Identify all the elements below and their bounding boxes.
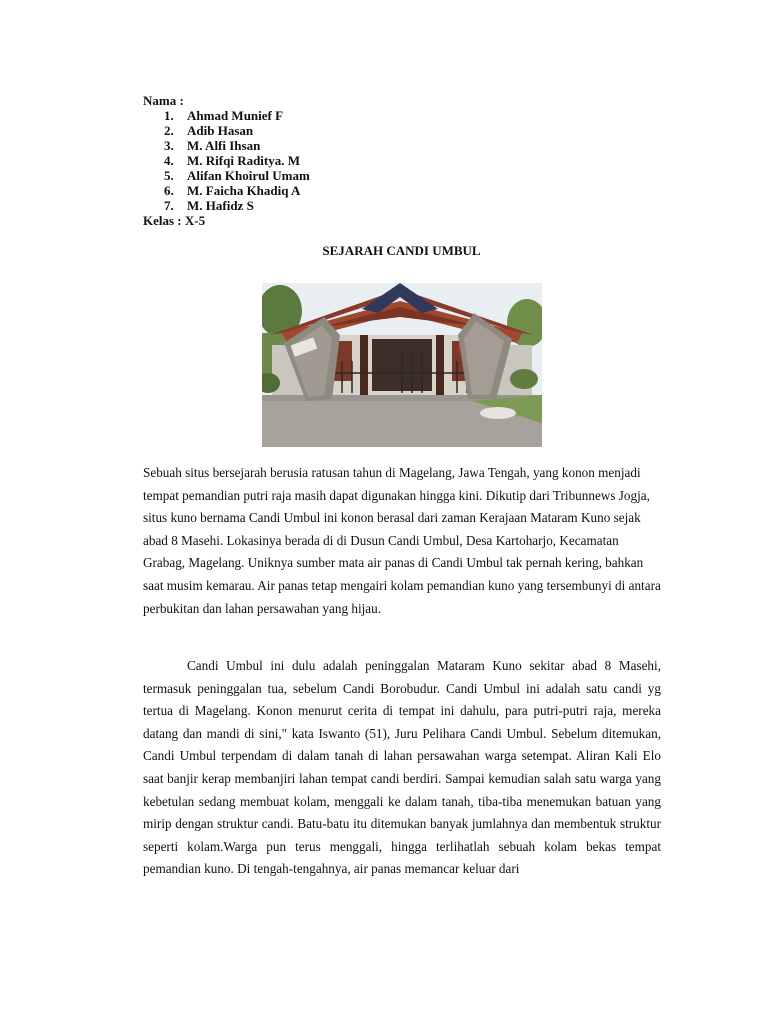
- paragraph-1: Sebuah situs bersejarah berusia ratusan tahun di Magelang, Jawa Tengah, yang konon menjadi tempat pemandian putri raja masih dapat digunakan hingga kini. Dikutip dari Tribunnews Jogja, situs kuno bernama Candi Umbul ini konon berasal dari zaman Kerajaan Mataram Kuno sejak abad 8 Masehi. Lokasinya berada di di Dusun Candi Umbul, Desa Kartoharjo, Kecamatan Grabag, Magelang. Uniknya sumber mata air panas di Candi Umbul tak pernah kering, bahkan saat musim kemarau. Air panas tetap mengairi kolam pemandian kuno yang tersembunyi di antara perbukitan dan lahan persawahan yang hijau.: [143, 465, 661, 616]
- temple-gate-photo: [262, 283, 542, 447]
- list-item: 6. M. Faicha Khadiq A: [164, 183, 301, 198]
- member-name: M. Hafidz S: [187, 198, 254, 213]
- list-item: 2. Adib Hasan: [164, 123, 254, 138]
- member-name: Alifan Khoirul Umam: [187, 168, 310, 183]
- member-name: M. Faicha Khadiq A: [187, 183, 301, 198]
- list-item: 3. M. Alfi Ihsan: [164, 138, 261, 153]
- member-list: [143, 108, 310, 213]
- paragraph-2: Candi Umbul ini dulu adalah peninggalan Mataram Kuno sekitar abad 8 Masehi, termasuk peninggalan tua, sebelum Candi Borobudur. Candi Umbul ini adalah satu candi yg tertua di Magelang. Konon menurut cerita di tempat ini dahulu, para putri-putri raja, mereka datang dan mandi di sini," kata Iswanto (51), Juru Pelihara Candi Umbul. Sebelum ditemukan, Candi Umbul terpendam di dalam tanah di lahan persawahan warga setempat. Aliran Kali Elo saat banjir kerap membanjiri lahan tempat candi berdiri. Sampai kemudian salah satu warga yang kebetulan sedang membuat kolam, menggali ke dalam tanah, tiba-tiba menemukan batuan yang mirip dengan struktur candi. Batu-batu itu ditemukan banyak jumlahnya dan membentuk struktur seperti kolam.Warga pun terus menggali, hingga terlihatlah sebuah kolam bekas tempat pemandian kuno. Di tengah-tengahnya, air panas memancar keluar dari: [143, 658, 661, 877]
- document-title: SEJARAH CANDI UMBUL: [322, 243, 481, 258]
- member-name: Ahmad Munief F: [187, 108, 284, 123]
- member-name: M. Alfi Ihsan: [187, 138, 261, 153]
- class-label: Kelas : X-5: [143, 213, 206, 228]
- nama-label: Nama :: [143, 93, 184, 108]
- list-item: 7. M. Hafidz S: [164, 198, 254, 213]
- member-name: Adib Hasan: [187, 123, 254, 138]
- author-block: [143, 93, 310, 228]
- list-item: 4. M. Rifqi Raditya. M: [164, 153, 301, 168]
- list-item: 1. Ahmad Munief F: [164, 108, 284, 123]
- member-name: M. Rifqi Raditya. M: [187, 153, 301, 168]
- list-item: 5. Alifan Khoirul Umam: [164, 168, 310, 183]
